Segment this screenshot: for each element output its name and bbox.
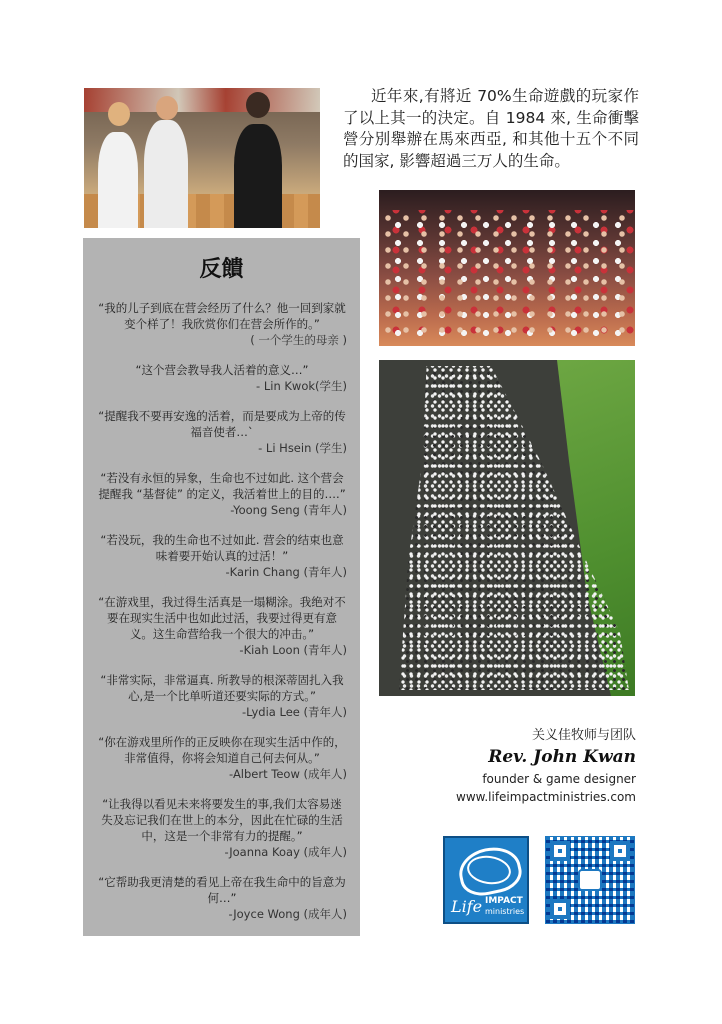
feedback-panel [83,238,360,936]
quote-item [97,796,347,860]
quote-text: “我的儿子到底在营会经历了什么？他一回到家就变个样了！我欣赏你们在营会所作的。” [98,301,346,331]
photo-hall-crowd [379,190,635,346]
intro-paragraph [343,86,639,172]
logo-impact-text: IMPACT [485,896,523,906]
photo-exhibition-booth [84,88,320,228]
quote-author: -Albert Teow (成年人) [229,767,347,781]
qr-finder-icon [550,899,570,919]
quote-item [97,532,347,580]
feedback-title: 反饋 [199,256,244,282]
quote-list [97,300,347,936]
qr-code[interactable] [545,836,635,924]
qr-finder-icon [550,841,570,861]
quote-author: -Yoong Seng (青年人) [230,503,347,517]
intro-text: 近年來,有將近 70%生命遊戲的玩家作了以上其一的決定。自 1984 來, 生命衝擊營分別舉辦在馬來西亞, 和其他十五个不同的国家, 影響超過三万人的生命。 [343,87,639,170]
life-impact-logo [443,836,529,924]
credits-role: founder & game designer [482,772,636,786]
quote-item [97,672,347,720]
quote-text: “你在游戏里所作的正反映你在现实生活中作的，非常值得，你将会知道自己何去何从。” [98,735,346,765]
quote-item [97,300,347,348]
quote-text: “若没玩，我的生命也不过如此. 营会的结束也意味着要开始认真的过活！” [100,533,344,563]
quote-item [97,594,347,658]
credits-chinese-name: 关义佳牧师与团队 [531,728,636,743]
quote-text: “若没有永恒的异象，生命也不过如此. 这个营会提醒我 “基督徒” 的定义，我活着世上的目的….” [98,471,346,501]
quote-author: - Li Hsein (学生) [258,441,347,455]
quote-author: ( 一个学生的母亲 ) [250,333,347,347]
quote-author: -Karin Chang (青年人) [225,565,347,579]
logo-life-text: Life [451,897,483,916]
quote-text: “非常实际，非常逼真. 所教导的根深蒂固扎入我心,是一个比单听道还要实际的方式。” [100,673,344,703]
quote-text: “让我得以看见未来将要发生的事,我们太容易迷失及忘记我们在世上的本分，因此在忙碌的生活中，这是一个非常有力的提醒。” [101,797,343,843]
quote-author: -Kiah Loon (青年人) [239,643,347,657]
quote-text: “它帮助我更清楚的看见上帝在我生命中的旨意为何…” [98,875,346,905]
quote-item [97,362,347,394]
quote-author: -Lydia Lee (青年人) [242,705,347,719]
logo-ministries-text: ministries [485,907,525,916]
quote-text: “在游戏里，我过得生活真是一塌糊涂。我绝对不要在现实生活中也如此过活，我要过得更有意义。这生命营给我一个很大的冲击。” [98,595,346,641]
quote-text: “这个营会教导我人活着的意义…” [135,363,309,377]
website-link[interactable]: www.lifeimpactministries.com [456,790,636,804]
photo-aerial-group [379,360,635,696]
quote-item [97,408,347,456]
quote-item [97,734,347,782]
quote-author: -Joyce Wong (成年人) [228,907,347,921]
qr-center-logo-icon [578,869,602,891]
credits-block [440,724,636,804]
quote-author: - Lin Kwok(学生) [256,379,347,393]
quote-item [97,470,347,518]
quote-author: -Joanna Koay (成年人) [224,845,347,859]
quote-text: “提醒我不要再安逸的活着，而是要成为上帝的传福音使者…` [98,409,346,439]
qr-finder-icon [610,841,630,861]
quote-item [97,874,347,922]
credits-name: Rev. John Kwan [488,747,636,767]
